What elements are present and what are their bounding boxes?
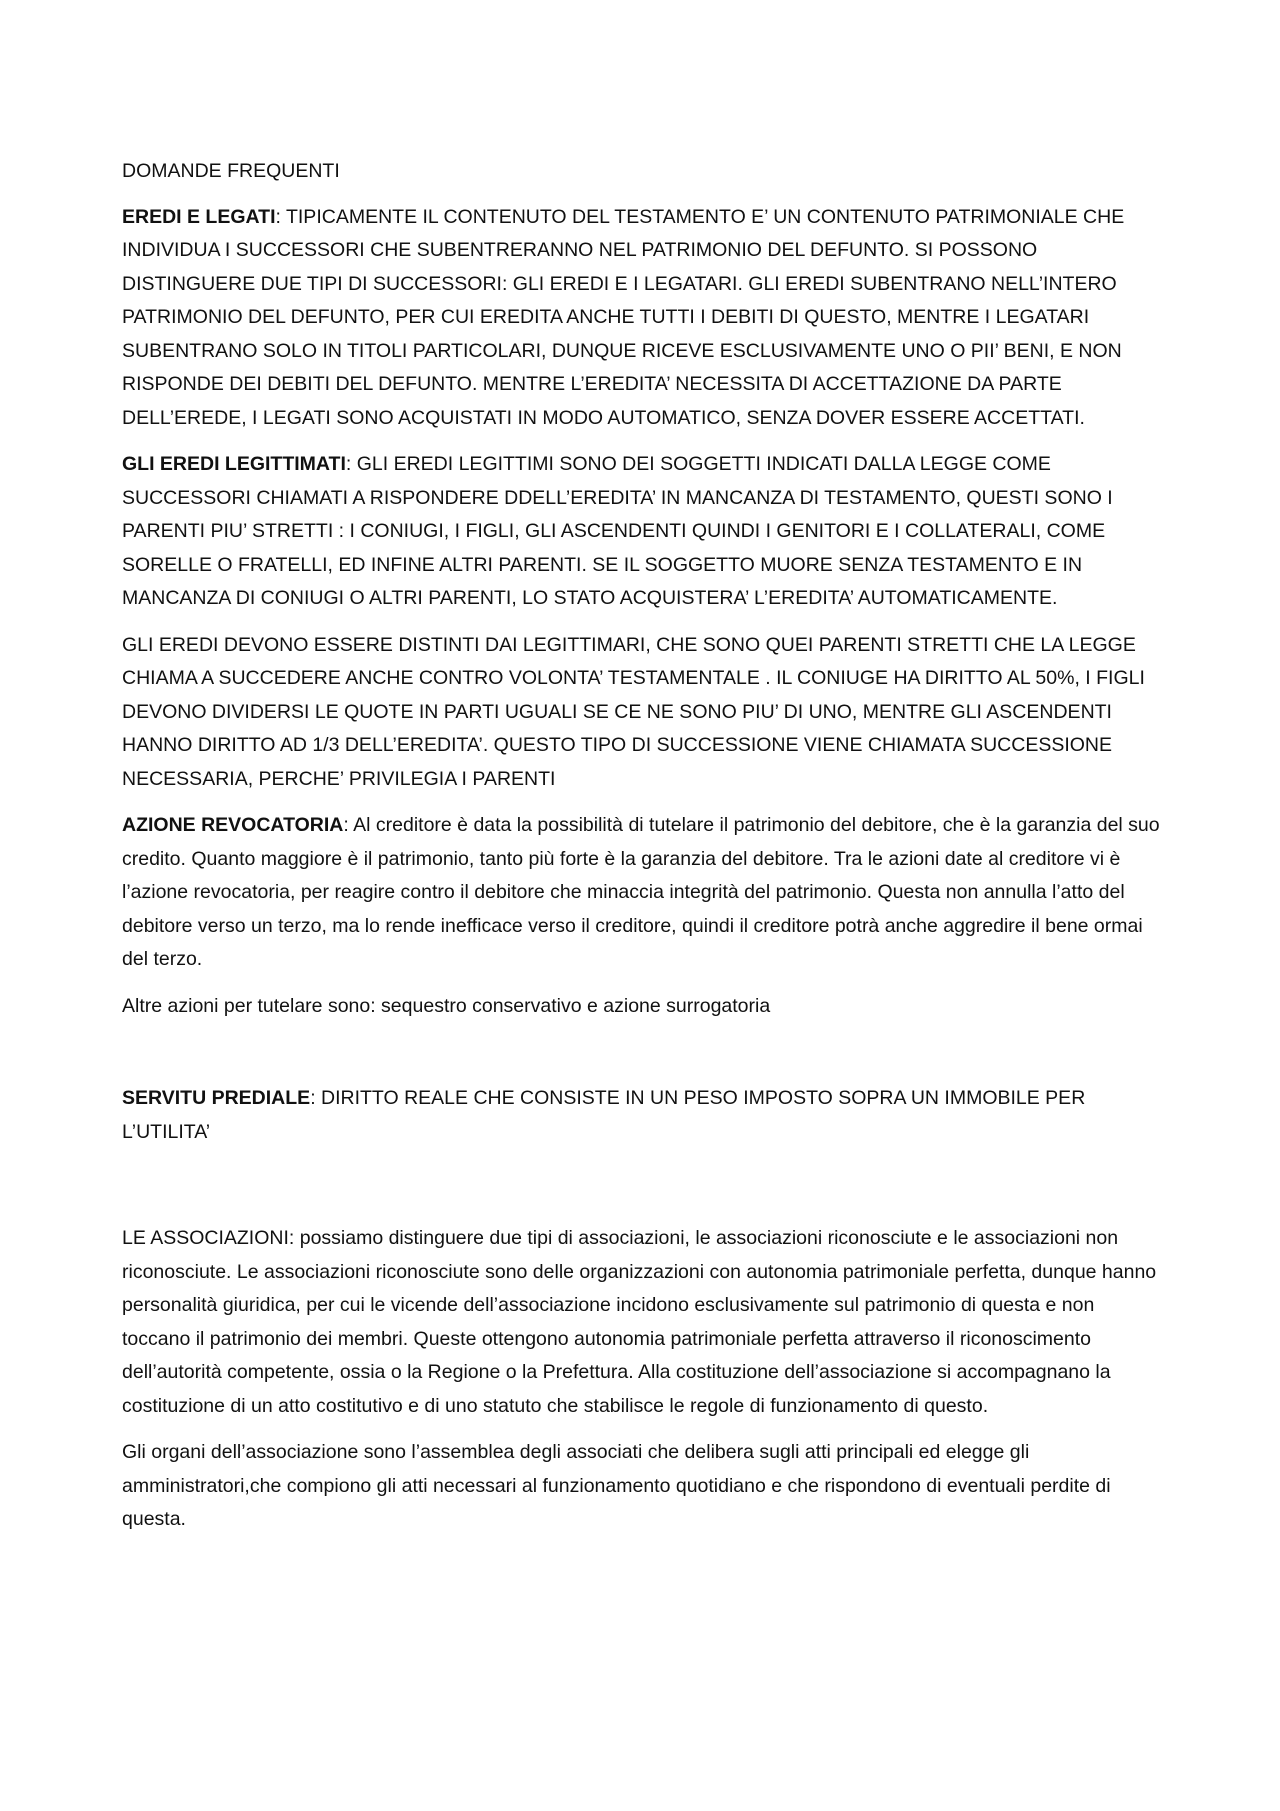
paragraph-associazioni: [122, 1222, 1167, 1423]
paragraph-azione-revocatoria: [122, 809, 1167, 977]
text-organi: Gli organi dell’associazione sono l’assemblea degli associati che delibera sugli atti principali ed elegge gli amministratori,che compiono gli atti necessari al funzionamento quotidiano e che rispondono di eventuali perdite di questa.: [122, 1441, 1111, 1530]
paragraph-eredi-legati: [122, 201, 1167, 436]
text-eredi-legittimati: : GLI EREDI LEGITTIMI SONO DEI SOGGETTI INDICATI DALLA LEGGE COME SUCCESSORI CHIAMATI A RISPONDERE DDELL’EREDITA’ IN MANCANZA DI TESTAMENTO, QUESTI SONO I PARENTI PIU’ STRETTI : I CONIUGI, I FIGLI, GLI ASCENDENTI QUINDI I GENITORI E I COLLATERALI, COME SORELLE O FRATELLI, ED INFINE ALTRI PARENTI. SE IL SOGGETTO MUORE SENZA TESTAMENTO E IN MANCANZA DI CONIUGI O ALTRI PARENTI, LO STATO ACQUISTERA’ L’EREDITA’ AUTOMATICAMENTE.: [122, 453, 1113, 609]
text-servitu-prediale: : DIRITTO REALE CHE CONSISTE IN UN PESO IMPOSTO SOPRA UN IMMOBILE PER L’UTILITA’: [122, 1087, 1086, 1143]
term-eredi-legittimati: GLI EREDI LEGITTIMATI: [122, 453, 346, 475]
paragraph-legittimari: [122, 629, 1167, 797]
text-azione-revocatoria: : Al creditore è data la possibilità di tutelare il patrimonio del debitore, che è la garanzia del suo credito. Quanto maggiore è il patrimonio, tanto più forte è la garanzia del debitore. Tra le azioni date al creditore vi è l’azione revocatoria, per reagire contro il debitore che minaccia integrità del patrimonio. Questa non annulla l’atto del debitore verso un terzo, ma lo rende inefficace verso il creditore, quindi il creditore potrà anche aggredire il bene ormai del terzo.: [122, 814, 1160, 970]
text-eredi-legati: : TIPICAMENTE IL CONTENUTO DEL TESTAMENTO E’ UN CONTENUTO PATRIMONIALE CHE INDIVIDUA I SUCCESSORI CHE SUBENTRERANNO NEL PATRIMONIO DEL DEFUNTO. SI POSSONO DISTINGUERE DUE TIPI DI SUCCESSORI: GLI EREDI E I LEGATARI. GLI EREDI SUBENTRANO NELL’INTERO PATRIMONIO DEL DEFUNTO, PER CUI EREDITA ANCHE TUTTI I DEBITI DI QUESTO, MENTRE I LEGATARI SUBENTRANO SOLO IN TITOLI PARTICOLARI, DUNQUE RICEVE ESCLUSIVAMENTE UNO O PII’ BENI, E NON RISPONDE DEI DEBITI DEL DEFUNTO. MENTRE L’EREDITA’ NECESSITA DI ACCETTAZIONE DA PARTE DELL’EREDE, I LEGATI SONO ACQUISTATI IN MODO AUTOMATICO, SENZA DOVER ESSERE ACCETTATI.: [122, 205, 1125, 429]
text-altre-azioni: Altre azioni per tutelare sono: sequestro conservativo e azione surrogatoria: [122, 994, 771, 1017]
text-legittimari: GLI EREDI DEVONO ESSERE DISTINTI DAI LEGITTIMARI, CHE SONO QUEI PARENTI STRETTI CHE LA LEGGE CHIAMA A SUCCEDERE ANCHE CONTRO VOLONTA’ TESTAMENTALE . IL CONIUGE HA DIRITTO AL 50%, I FIGLI DEVONO DIVIDERSI LE QUOTE IN PARTI UGUALI SE CE NE SONO PIU’ DI UNO, MENTRE GLI ASCENDENTI HANNO DIRITTO AD 1/3 DELL’EREDITA’. QUESTO TIPO DI SUCCESSIONE VIENE CHIAMATA SUCCESSIONE NECESSARIA, PERCHE’ PRIVILEGIA I PARENTI: [122, 633, 1145, 790]
term-servitu-prediale: SERVITU PREDIALE: [122, 1087, 311, 1109]
paragraph-eredi-legittimati: [122, 448, 1167, 616]
text-associazioni: LE ASSOCIAZIONI: possiamo distinguere due tipi di associazioni, le associazioni riconosciute e le associazioni non riconosciute. Le associazioni riconosciute sono delle organizzazioni con autonomia patrimoniale perfetta, dunque hanno personalità giuridica, per cui le vicende dell’associazione incidono esclusivamente sul patrimonio di questa e non toccano il patrimonio dei membri. Queste ottengono autonomia patrimoniale perfetta attraverso il riconoscimento dell’autorità competente, ossia o la Regione o la Prefettura. Alla costituzione dell’associazione si accompagnano la costituzione di un atto costitutivo e di uno statuto che stabilisce le regole di funzionamento di questo.: [122, 1227, 1157, 1417]
term-eredi-legati: EREDI E LEGATI: [122, 205, 276, 228]
blank-space: [122, 1162, 1167, 1222]
paragraph-altre-azioni: [122, 990, 1167, 1024]
paragraph-organi: [122, 1436, 1167, 1537]
blank-space: [122, 1036, 1167, 1082]
document-body: [122, 155, 1167, 1550]
document-heading: DOMANDE FREQUENTI: [122, 160, 340, 182]
term-azione-revocatoria: AZIONE REVOCATORIA: [122, 814, 344, 836]
paragraph-servitu-prediale: [122, 1082, 1167, 1149]
